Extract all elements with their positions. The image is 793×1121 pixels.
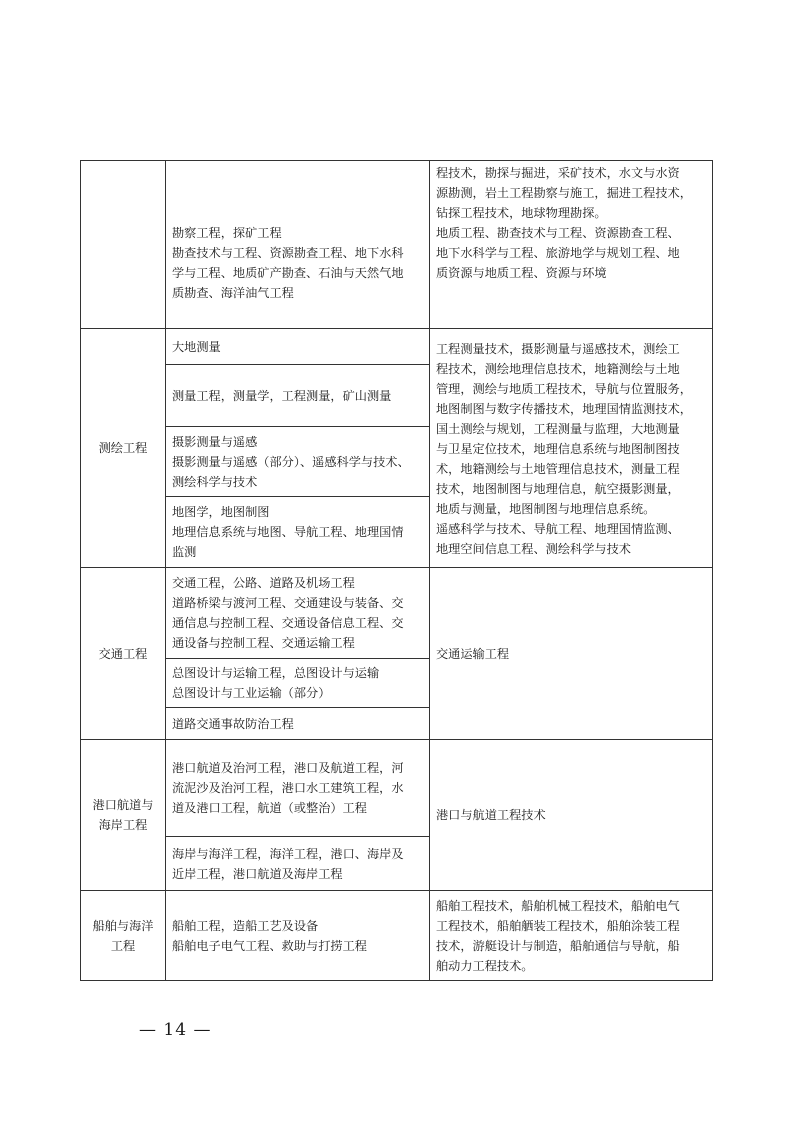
text-line: 总图设计与工业运输（部分） [172,686,331,700]
table-row-surveying [81,329,713,365]
undergrad-majors-cell [166,497,430,568]
undergrad-majors-cell [166,161,430,329]
table-row-shipbuilding [81,891,713,981]
text-line: 程技术，勘探与掘进，采矿技术，水文与水资 [436,166,680,180]
undergrad-majors-cell [166,708,430,740]
text-line: 工程测量技术，摄影测量与遥感技术，测绘工 [436,342,680,356]
text-line: 工程技术，船舶舾装工程技术，船舶涂装工程 [436,918,680,933]
table-row-exploration [81,161,713,329]
text-line: 与卫星定位技术，地理信息系统与地图制图技 [436,442,680,456]
text-line: 流泥沙及治河工程，港口水工建筑工程，水 [172,781,404,795]
text-line: 道路桥梁与渡河工程、交通建设与装备、交 [172,596,404,610]
undergrad-majors-cell [166,740,430,837]
text-line: 国土测绘与规划，工程测量与监理，大地测量 [436,422,680,436]
undergrad-majors-cell [166,568,430,659]
category-label: 海岸工程 [98,818,148,832]
text-line: 遥感科学与技术、导航工程、地理国情监测、 [436,522,680,536]
category-label: 港口航道与 [92,798,154,812]
text-line: 勘查技术与工程、资源勘查工程、地下水科 [172,246,404,260]
text-line: 港口航道及治河工程，港口及航道工程，河 [172,761,404,775]
text-line: 质勘查、海洋油气工程 [172,286,294,300]
category-label: 船舶与海洋 [92,918,154,933]
text-line: 地图学，地图制图 [172,505,270,519]
text-line: 大地测量 [172,339,221,354]
text-line: 通设备与控制工程、交通运输工程 [172,636,355,650]
undergrad-majors-cell [166,427,430,497]
text-line: 测量工程，测量学，工程测量，矿山测量 [172,388,392,403]
category-label: 工程 [110,938,136,953]
category-label: 测绘工程 [98,441,148,455]
category-cell-empty [81,161,166,329]
text-line: 总图设计与运输工程，总图设计与运输 [172,666,380,680]
text-line: 地理空间信息工程、测绘科学与技术 [436,542,631,556]
text-line: 地质工程、勘查技术与工程、资源勘查工程、 [436,226,680,240]
text-line: 舶动力工程技术。 [436,958,534,973]
text-line: 交通运输工程 [436,646,510,661]
text-line: 近岸工程，港口航道及海岸工程 [172,866,343,881]
text-line: 管理，测绘与地质工程技术，导航与位置服务， [436,382,692,396]
major-catalog-table [80,160,713,981]
vocational-majors-cell [430,740,713,891]
text-line: 船舶工程，造船工艺及设备 [172,918,319,933]
text-line: 船舶工程技术，船舶机械工程技术，船舶电气 [436,898,680,913]
vocational-majors-cell [430,329,713,568]
text-line: 源勘测，岩土工程勘察与施工，掘进工程技术， [436,186,692,200]
text-line: 监测 [172,545,197,559]
text-line: 地质与测量，地图制图与地理信息系统。 [436,502,656,516]
text-line: 学与工程、地质矿产勘查、石油与天然气地 [172,266,404,280]
page-number: — 14 — [139,1020,212,1040]
text-line: 术，地籍测绘与土地管理信息技术，测量工程 [436,462,680,476]
vocational-majors-cell [430,891,713,981]
text-line: 道及港口工程，航道（或整治）工程 [172,801,367,815]
text-line: 钻探工程技术，地球物理勘探。 [436,206,607,220]
text-line: 道路交通事故防治工程 [172,716,294,731]
vocational-majors-cell [430,568,713,740]
text-line: 摄影测量与遥感 [172,434,258,449]
text-line: 程技术，测绘地理信息技术，地籍测绘与土地 [436,362,680,376]
text-line: 地理信息系统与地图、导航工程、地理国情 [172,525,404,539]
text-line: 技术，地图制图与地理信息，航空摄影测量， [436,482,680,496]
text-line: 技术，游艇设计与制造，船舶通信与导航，船 [436,938,680,953]
undergrad-majors-cell [166,329,430,365]
category-cell-surveying [81,329,166,568]
vocational-majors-cell [430,161,713,329]
undergrad-majors-cell [166,659,430,708]
text-line: 船舶电子电气工程、救助与打捞工程 [172,938,367,953]
text-line: 通信息与控制工程、交通设备信息工程、交 [172,616,404,630]
text-line: 地图制图与数字传播技术，地理国情监测技术， [436,402,692,416]
table-row-transportation [81,568,713,659]
category-cell-harbor [81,740,166,891]
undergrad-majors-cell [166,891,430,981]
category-cell-transportation [81,568,166,740]
text-line: 海岸与海洋工程，海洋工程，港口、海岸及 [172,846,404,861]
category-label: 交通工程 [98,646,148,661]
text-line: 地下水科学与工程、旅游地学与规划工程、地 [436,246,680,260]
undergrad-majors-cell [166,365,430,427]
table-row-harbor [81,740,713,837]
category-cell-shipbuilding [81,891,166,981]
undergrad-majors-cell [166,837,430,891]
text-line: 勘察工程，探矿工程 [172,226,282,240]
text-line: 港口与航道工程技术 [436,808,546,822]
text-line: 交通工程，公路、道路及机场工程 [172,576,355,590]
text-line: 质资源与地质工程、资源与环境 [436,266,607,280]
text-line: 摄影测量与遥感（部分）、遥感科学与技术、 [172,454,410,469]
text-line: 测绘科学与技术 [172,474,258,489]
